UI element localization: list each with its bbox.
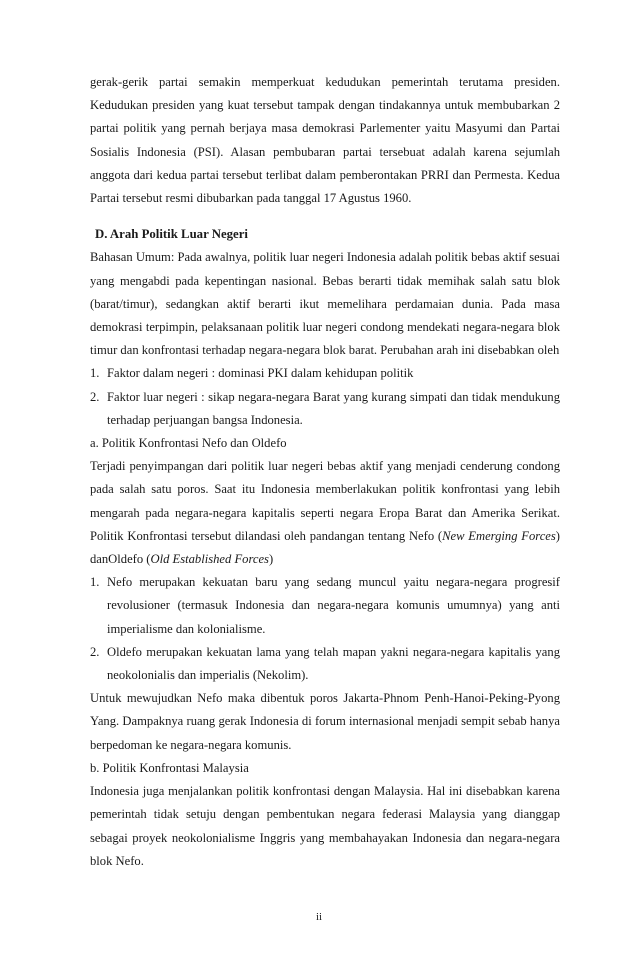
list-item [90,386,560,432]
list-number: 2. [90,644,100,659]
page-number: ii [315,911,323,923]
list-number: 1. [90,575,100,590]
italic-term: New Emerging Forces [442,528,556,543]
list-item [90,571,560,641]
list-number: 1. [90,366,100,381]
paragraph [90,687,560,757]
section-heading: D. Arah Politik Luar Negeri [95,227,248,242]
page-body [90,71,560,873]
list-number: 2. [90,389,100,404]
text-span: b. Politik Konfrontasi Malaysia [90,760,249,775]
text-span: Nefo merupakan kekuatan baru yang sedang muncul yaitu negara-negara progresif revolusioner (termasuk Indonesia dan negara-negara komunis umumnya) yang anti imperialisme dan kolonialisme. [107,575,560,636]
text-span: Faktor luar negeri : sikap negara-negara Barat yang kurang simpati dan tidak mendukung terhadap perjuangan bangsa Indonesia. [107,389,560,427]
text-span: Bahasan Umum: Pada awalnya, politik luar negeri Indonesia adalah politik bebas aktif sesuai yang mengabdi pada kepentingan nasional. Bebas berarti tidak memihak salah satu blok (barat/timur), sedangkan aktif berarti ikut memelihara perdamaian dunia. Pada masa demokrasi terpimpin, pelaksanaan politik luar negeri condong mendekati negara-negara blok timur dan konfrontasi terhadap negara-negara blok barat. Perubahan arah ini disebabkan oleh [90,250,560,358]
text-span: ) [268,552,274,567]
paragraph [90,780,560,873]
text-span: Terjadi penyimpangan dari politik luar negeri bebas aktif yang menjadi cenderung condong pada salah satu poros. Saat itu Indonesia memberlakukan politik konfrontasi yang lebih mengarah pada negara-negara kapitalis seperti negara Eropa Barat dan Amerika Serikat. Politik Konfrontasi tersebut dilandasi oleh pandangan tentang Nefo ( [90,459,560,543]
paragraph [90,432,560,455]
list-item-text [107,386,560,432]
text-span: Faktor dalam negeri : dominasi PKI dalam kehidupan politik [107,366,414,381]
text-span: gerak-gerik partai semakin memperkuat kedudukan pemerintah terutama presiden. Kedudukan presiden yang kuat tersebut tampak dengan tindakannya untuk membubarkan 2 partai politik yang pernah berjaya masa demokrasi Parlementer yaitu Masyumi dan Partai Sosialis Indonesia (PSI). Alasan pembubaran partai tersebuat adalah karena sejumlah anggota dari kedua partai tersebut terlibat dalam pemberontakan PRRI dan Permesta. Kedua Partai tersebut resmi dibubarkan pada tanggal 17 Agustus 1960. [90,75,560,206]
paragraph [90,455,560,571]
list-item [90,362,560,385]
paragraph [90,246,560,362]
text-span: ) danOldefo ( [90,528,560,567]
paragraph [90,71,560,210]
list-item-text [107,362,560,385]
paragraph [90,757,560,780]
text-span: Indonesia juga menjalankan politik konfrontasi dengan Malaysia. Hal ini disebabkan karena pemerintah tidak setuju dengan pembentukan negara federasi Malaysia yang dianggap sebagai proyek neokolonialisme Inggris yang membahayakan Indonesia dan negara-negara blok Nefo. [90,784,560,868]
list-item [90,641,560,687]
text-span: a. Politik Konfrontasi Nefo dan Oldefo [90,436,287,451]
text-span: Oldefo merupakan kekuatan lama yang telah mapan yakni negara-negara kapitalis yang neokolonialis dan imperialis (Nekolim). [107,644,560,683]
italic-term: Old Established Forces [150,552,269,567]
list-item-text [107,571,560,641]
text-span: Untuk mewujudkan Nefo maka dibentuk poros Jakarta-Phnom Penh-Hanoi-Peking-Pyong Yang. Dampaknya ruang gerak Indonesia di forum internasional menjadi sempit sebab hanya berpedoman ke negara-negara komunis. [90,691,560,752]
list-item-text [107,641,560,687]
